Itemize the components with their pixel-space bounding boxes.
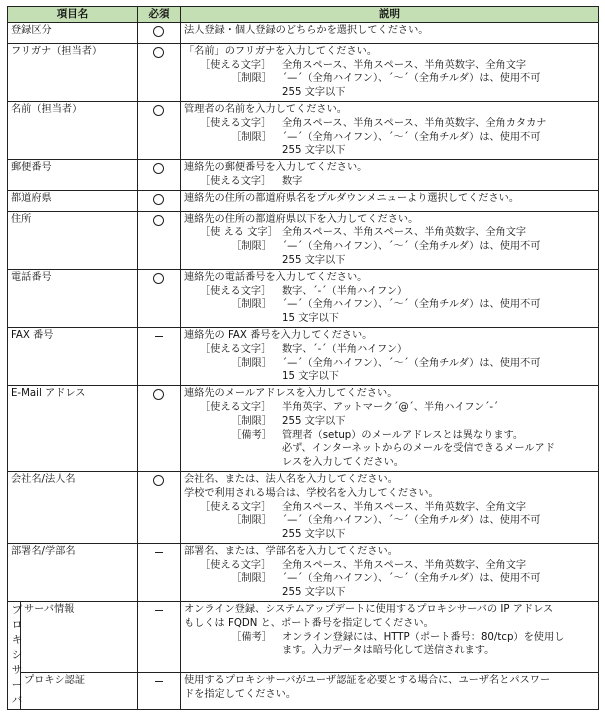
required-mark <box>153 163 164 174</box>
limit-value: ´—´（全角ハイフン）、´～´（全角チルダ）は、使用不可 <box>282 515 541 527</box>
proxy-group-label: プロキシサーバ <box>11 604 23 707</box>
chars-label: ［使える文字］ <box>200 59 272 71</box>
table-row <box>8 672 599 709</box>
chars-label: ［使える文字］ <box>200 175 272 187</box>
limit-value: ´—´（全角ハイフン）、´～´（全角チルダ）は、使用不可 <box>282 73 541 85</box>
chars-value: 全角スペース、半角スペース、半角英数字、全角カタカナ <box>282 117 547 129</box>
description-line: 連絡先の郵便番号を入力してください。 <box>184 162 368 174</box>
item-name: 名前（担当者） <box>8 101 138 159</box>
item-name: 部署名/学部名 <box>8 543 138 601</box>
item-name: プロキシ認証 <box>21 672 138 709</box>
description-line: もしくは FQDN と、ポート番号を指定してください。 <box>184 617 434 629</box>
chars-label: ［使える文字］ <box>200 285 272 297</box>
required-mark <box>153 105 164 116</box>
spec-table <box>7 6 599 710</box>
description-line: 部署名、または、学部名を入力してください。 <box>184 545 398 557</box>
chars-label: ［使える文字］ <box>200 401 272 413</box>
note-value: 必ず、インターネットからのメールを受信できるメールアド <box>282 443 555 455</box>
description-line: 連絡先の住所の都道府県以下を入力してください。 <box>184 213 419 225</box>
table-row <box>8 101 599 159</box>
item-name: 住所 <box>8 211 138 269</box>
limit-value: 15 文字以下 <box>282 371 339 383</box>
required-mark <box>153 26 164 37</box>
description-line: ドを指定してください。 <box>184 688 297 700</box>
description-line: 使用するプロキシサーバがユーザ認証を必要とする場合に、ユーザ名とパスワー <box>184 674 551 686</box>
limit-label: ［制限］ <box>231 299 272 311</box>
note-value: 管理者（setup）のメールアドレスとは異なります。 <box>282 429 524 441</box>
required-mark <box>153 475 164 486</box>
chars-value: 数字 <box>282 175 303 187</box>
chars-value: 全角スペース、半角スペース、半角英数字、全角文字 <box>282 227 527 239</box>
description-line: 学校で利用される場合は、学校名を入力してください。 <box>184 487 439 499</box>
limit-value: 255 文字以下 <box>282 415 346 427</box>
table-row <box>8 471 599 543</box>
table-row <box>8 43 599 101</box>
limit-label: ［制限］ <box>231 573 272 585</box>
table-row <box>8 602 599 673</box>
table-row <box>8 190 599 211</box>
description-line: 連絡先のメールアドレスを入力してください。 <box>184 388 398 400</box>
limit-label: ［制限］ <box>231 515 272 527</box>
limit-value: ´—´（全角ハイフン）、´～´（全角チルダ）は、使用不可 <box>282 573 541 585</box>
description-line: 連絡先の電話番号を入力してください。 <box>184 271 368 283</box>
required-mark <box>153 273 164 284</box>
description-line: 連絡先の住所の都道府県名をプルダウンメニューより選択してください。 <box>184 192 520 204</box>
header-description: 説明 <box>181 7 599 23</box>
optional-mark <box>155 336 163 337</box>
required-mark <box>153 194 164 205</box>
chars-value: 全角スペース、半角スペース、半角英数字、全角文字 <box>282 59 527 71</box>
description-line: 連絡先の FAX 番号を入力してください。 <box>184 329 373 341</box>
chars-label: ［使える文字］ <box>200 501 272 513</box>
chars-label: ［使 える 文字］ <box>200 227 278 239</box>
header-item: 項目名 <box>8 7 138 23</box>
required-mark <box>153 389 164 400</box>
optional-mark <box>155 610 163 611</box>
table-header <box>8 7 599 23</box>
table-row <box>8 23 599 44</box>
item-name: 会社名/法人名 <box>8 471 138 543</box>
limit-label: ［制限］ <box>231 131 272 143</box>
limit-value: 255 文字以下 <box>282 145 346 157</box>
note-value: ます。入力データは暗号化して送信されます。 <box>282 645 495 657</box>
description-line: 「名前」のフリガナを入力してください。 <box>184 45 378 57</box>
item-name: サーバ情報 <box>21 602 138 673</box>
limit-value: 255 文字以下 <box>282 254 346 266</box>
note-value: オンライン登録には、HTTP（ポート番号：80/tcp）を使用し <box>282 631 565 643</box>
limit-value: ´—´（全角ハイフン）、´～´（全角チルダ）は、使用不可 <box>282 299 541 311</box>
chars-value: 数字、´-´（半角ハイフン） <box>282 285 408 297</box>
item-name: E-Mail アドレス <box>8 386 138 472</box>
chars-value: 全角スペース、半角スペース、半角英数字、全角文字 <box>282 559 527 571</box>
chars-label: ［使える文字］ <box>200 343 272 355</box>
table-row <box>8 327 599 385</box>
required-mark <box>153 47 164 58</box>
note-value: レスを入力してください。 <box>282 457 404 469</box>
chars-label: ［使える文字］ <box>200 117 272 129</box>
limit-value: 255 文字以下 <box>282 87 346 99</box>
item-name: 郵便番号 <box>8 160 138 191</box>
limit-label: ［制限］ <box>231 73 272 85</box>
item-name: 登録区分 <box>8 23 138 44</box>
table-row <box>8 269 599 327</box>
limit-value: 255 文字以下 <box>282 529 346 541</box>
description-line: 管理者の名前を入力してください。 <box>184 103 347 115</box>
chars-value: 数字、´-´（半角ハイフン） <box>282 343 408 355</box>
limit-value: ´—´（全角ハイフン）、´～´（全角チルダ）は、使用不可 <box>282 241 541 253</box>
description-line: 会社名、または、法人名を入力してください。 <box>184 473 398 485</box>
table-row <box>8 211 599 269</box>
note-label: ［備考］ <box>231 429 272 441</box>
table-row <box>8 543 599 601</box>
limit-value: 255 文字以下 <box>282 587 346 599</box>
limit-value: ´—´（全角ハイフン）、´～´（全角チルダ）は、使用不可 <box>282 357 541 369</box>
chars-label: ［使える文字］ <box>200 559 272 571</box>
limit-label: ［制限］ <box>231 241 272 253</box>
item-name: FAX 番号 <box>8 327 138 385</box>
item-name: フリガナ（担当者） <box>8 43 138 101</box>
header-required: 必須 <box>138 7 181 23</box>
table-row <box>8 160 599 191</box>
optional-mark <box>155 552 163 553</box>
description-line: 法人登録・個人登録のどちらかを選択してください。 <box>184 25 429 36</box>
description-line: オンライン登録、システムアップデートに使用するプロキシサーバの IP アドレス <box>184 604 554 616</box>
limit-value: ´—´（全角ハイフン）、´～´（全角チルダ）は、使用不可 <box>282 131 541 143</box>
table-row <box>8 386 599 472</box>
note-label: ［備考］ <box>231 631 272 643</box>
limit-label: ［制限］ <box>231 415 272 427</box>
item-name: 都道府県 <box>8 190 138 211</box>
item-name: 電話番号 <box>8 269 138 327</box>
chars-value: 全角スペース、半角スペース、半角英数字、全角文字 <box>282 501 527 513</box>
required-mark <box>153 215 164 226</box>
limit-value: 15 文字以下 <box>282 313 339 325</box>
chars-value: 半角英字、アットマーク´@´、半角ハイフン´-´ <box>282 401 499 413</box>
optional-mark <box>155 681 163 682</box>
limit-label: ［制限］ <box>231 357 272 369</box>
